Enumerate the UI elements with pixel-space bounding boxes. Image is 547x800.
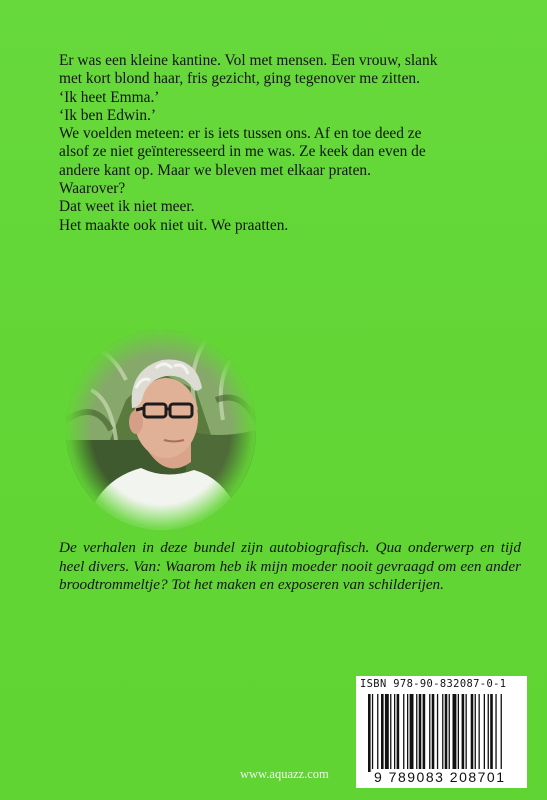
- excerpt-line: We voelden meteen: er is iets tussen ons. Af en toe deed ze: [59, 125, 422, 143]
- excerpt-line: ‘Ik heet Emma.’: [59, 88, 160, 106]
- isbn-label: ISBN 978-90-832087-0-1: [360, 678, 507, 690]
- excerpt-line: alsof ze niet geïnteresseerd in me was. Ze keek dan even de: [59, 143, 426, 161]
- excerpt-line: Waarover?: [59, 180, 126, 198]
- back-cover-blurb: [59, 539, 521, 595]
- excerpt-line: Het maakte ook niet uit. We praatten.: [59, 216, 289, 234]
- excerpt-line: met kort blond haar, fris gezicht, ging tegenover me zitten.: [59, 70, 420, 88]
- excerpt-line: andere kant op. Maar we bleven met elkaar praten.: [59, 161, 371, 179]
- excerpt-line: Er was een kleine kantine. Vol met mensen. Een vrouw, slank: [59, 52, 438, 69]
- author-portrait: [66, 330, 256, 530]
- barcode-bars: [358, 694, 525, 778]
- publisher-website: www.aquazz.com: [240, 767, 329, 781]
- excerpt-line: ‘Ik ben Edwin.’: [59, 106, 157, 124]
- excerpt-line: Dat weet ik niet meer.: [59, 198, 195, 216]
- barcode-digits: 9 789083 208701: [374, 769, 506, 785]
- portrait-vignette: [66, 330, 256, 530]
- blurb-text: De verhalen in deze bundel zijn autobiografisch. Qua onderwerp en tijd heel divers. Van: Waarom heb ik mijn moeder nooit gevraagd om een ander broodtrommeltje? Tot het maken en exposeren van schilderijen.: [59, 539, 521, 593]
- excerpt-text: [59, 52, 521, 235]
- isbn-barcode: [356, 676, 527, 788]
